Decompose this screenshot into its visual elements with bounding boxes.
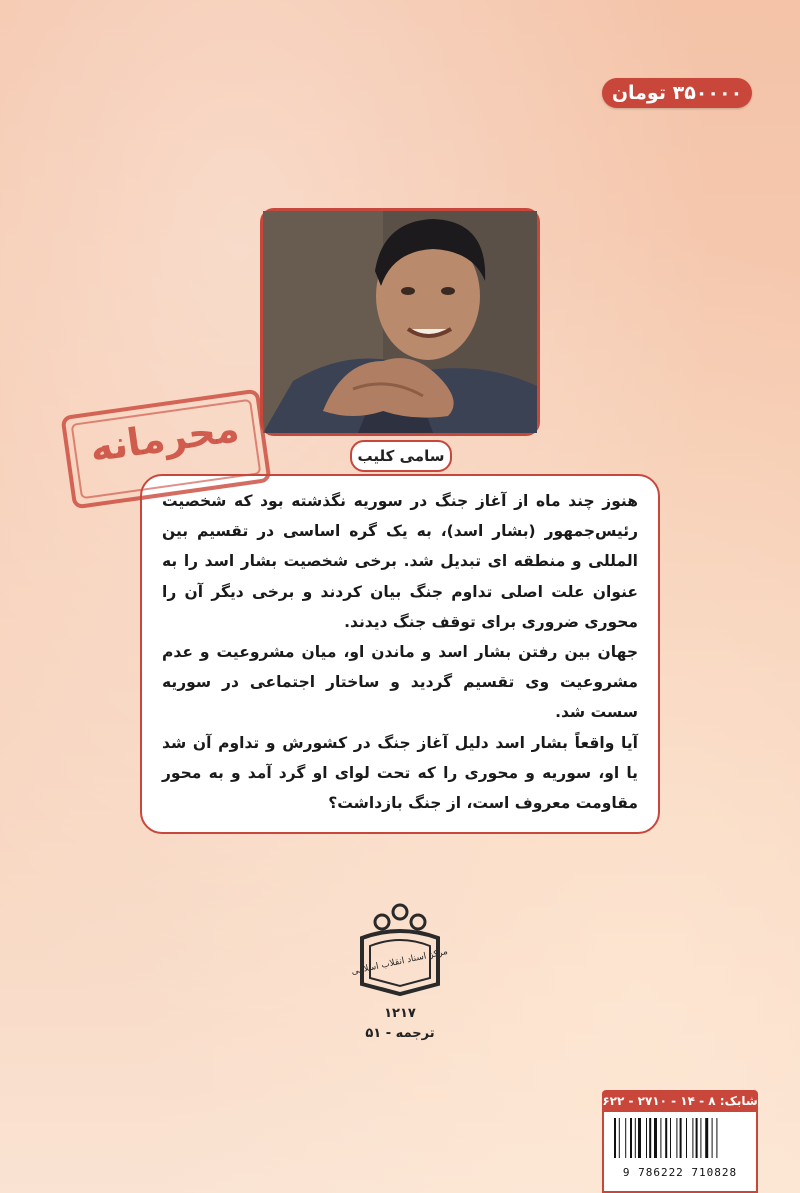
price-badge: ۳۵۰۰۰۰ تومان	[602, 78, 752, 108]
stamp-text: محرمانه	[87, 405, 242, 471]
publisher-logo	[350, 902, 449, 1002]
blurb-paragraph: آیا واقعاً بشار اسد دلیل آغاز جنگ در کشورش و تداوم آن شد یا او، سوریه و محوری را که تحت لوای او گرد آمد و به محور مقاومت معروف است، از جنگ بازداشت؟	[162, 733, 638, 813]
author-portrait-image	[263, 211, 537, 433]
blurb-paragraph: جهان بین رفتن بشار اسد و ماندن او، میان مشروعیت و عدم مشروعیت وی تقسیم گردید و ساختار اجتماعی در سوریه سست شد.	[162, 643, 638, 722]
author-name: سامی کلیب	[350, 440, 452, 472]
back-cover-blurb	[140, 474, 660, 834]
author-photo	[260, 208, 540, 436]
blurb-paragraph: هنوز چند ماه از آغاز جنگ در سوریه نگذشته بود که شخصیت رئیس‌جمهور (بشار اسد)، به یک گره اساسی در تقسیم بین المللی و منطقه ای تبدیل شد. برخی شخصیت بشار اسد را به عنوان علت اصلی تداوم جنگ بیان کردند و برخی دیگر آن را محوری ضروری برای توقف جنگ دیدند.	[162, 492, 638, 631]
series-number: ترجمه - ۵۱	[365, 1026, 435, 1041]
publisher-logo-text: مرکز اسناد انقلاب اسلامی	[350, 946, 449, 978]
isbn-label: شابک: ۸ - ۱۴ - ۲۷۱۰ - ۶۲۲	[602, 1090, 758, 1112]
barcode-number: 9 786222 710828	[622, 1166, 738, 1179]
barcode-bars	[612, 1118, 752, 1160]
publication-code: ۱۲۱۷	[384, 1006, 416, 1021]
barcode	[602, 1112, 758, 1193]
